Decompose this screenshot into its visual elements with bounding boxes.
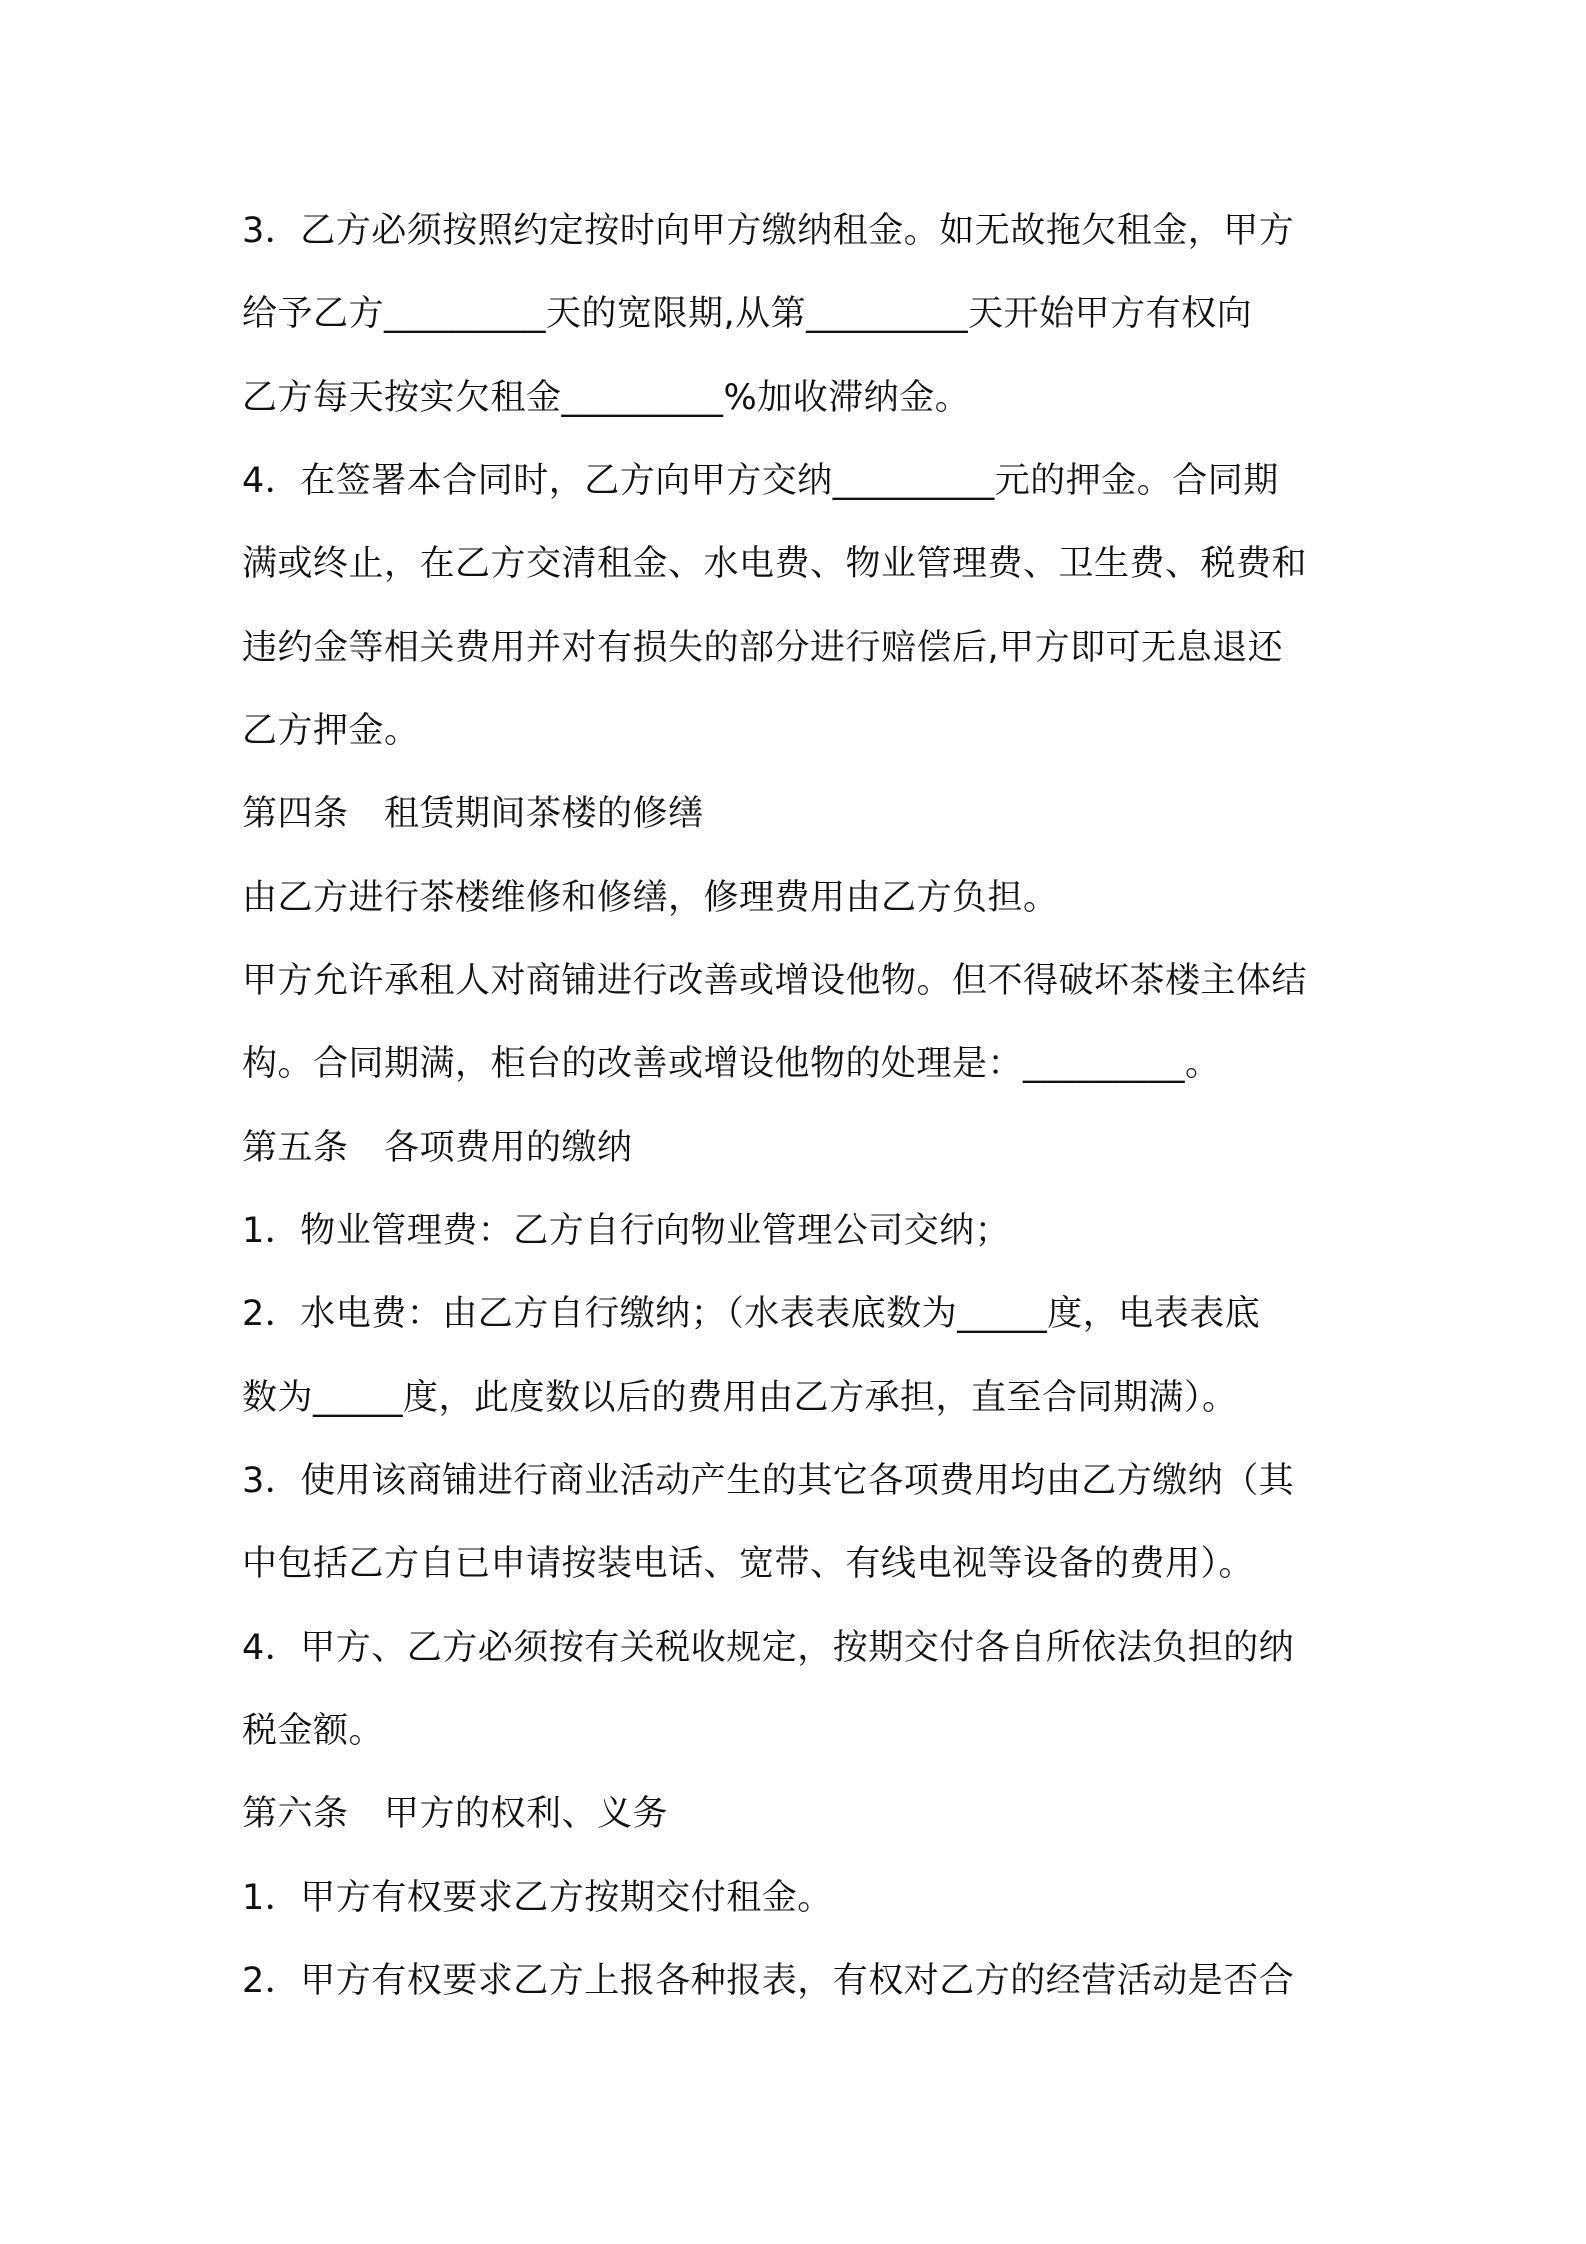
text-line: 1．物业管理费：乙方自行向物业管理公司交纳； [242, 1211, 1011, 1251]
text-line: 1．甲方有权要求乙方按期交付租金。 [242, 1878, 833, 1918]
text-line: 中包括乙方自已申请按装电话、宽带、有线电视等设备的费用）。 [242, 1544, 1255, 1584]
text-line: 乙方每天按实欠租金_________%加收滞纳金。 [242, 378, 971, 418]
text-line: 甲方允许承租人对商铺进行改善或增设他物。但不得破坏茶楼主体结 [242, 961, 1308, 1001]
text-line: 2．水电费：由乙方自行缴纳；（水表表底数为_____度，电表表底 [242, 1294, 1261, 1334]
text-line: 4．甲方、乙方必须按有关税收规定，按期交付各自所依法负担的纳 [242, 1628, 1295, 1668]
text-line: 3．乙方必须按照约定按时向甲方缴纳租金。如无故拖欠租金，甲方 [242, 211, 1295, 251]
text-line: 数为_____度，此度数以后的费用由乙方承担，直至合同期满）。 [242, 1378, 1238, 1418]
text-line: 2．甲方有权要求乙方上报各种报表，有权对乙方的经营活动是否合 [242, 1961, 1295, 2001]
text-line: 3．使用该商铺进行商业活动产生的其它各项费用均由乙方缴纳（其 [242, 1461, 1295, 1501]
text-line: 由乙方进行茶楼维修和修缮，修理费用由乙方负担。 [242, 878, 1059, 918]
text-line: 构。合同期满，柜台的改善或增设他物的处理是：_________。 [242, 1044, 1221, 1084]
text-line: 乙方押金。 [242, 711, 420, 751]
section-heading: 第六条 甲方的权利、义务 [242, 1794, 669, 1834]
section-heading: 第四条 租赁期间茶楼的修缮 [242, 794, 704, 834]
text-line: 违约金等相关费用并对有损失的部分进行赔偿后,甲方即可无息退还 [242, 628, 1284, 668]
text-line: 4．在签署本合同时，乙方向甲方交纳_________元的押金。合同期 [242, 461, 1279, 501]
text-line: 满或终止，在乙方交清租金、水电费、物业管理费、卫生费、税费和 [242, 544, 1308, 584]
text-line: 税金额。 [242, 1711, 385, 1751]
section-heading: 第五条 各项费用的缴纳 [242, 1128, 633, 1168]
text-line: 给予乙方_________天的宽限期,从第_________天开始甲方有权向 [242, 294, 1253, 334]
